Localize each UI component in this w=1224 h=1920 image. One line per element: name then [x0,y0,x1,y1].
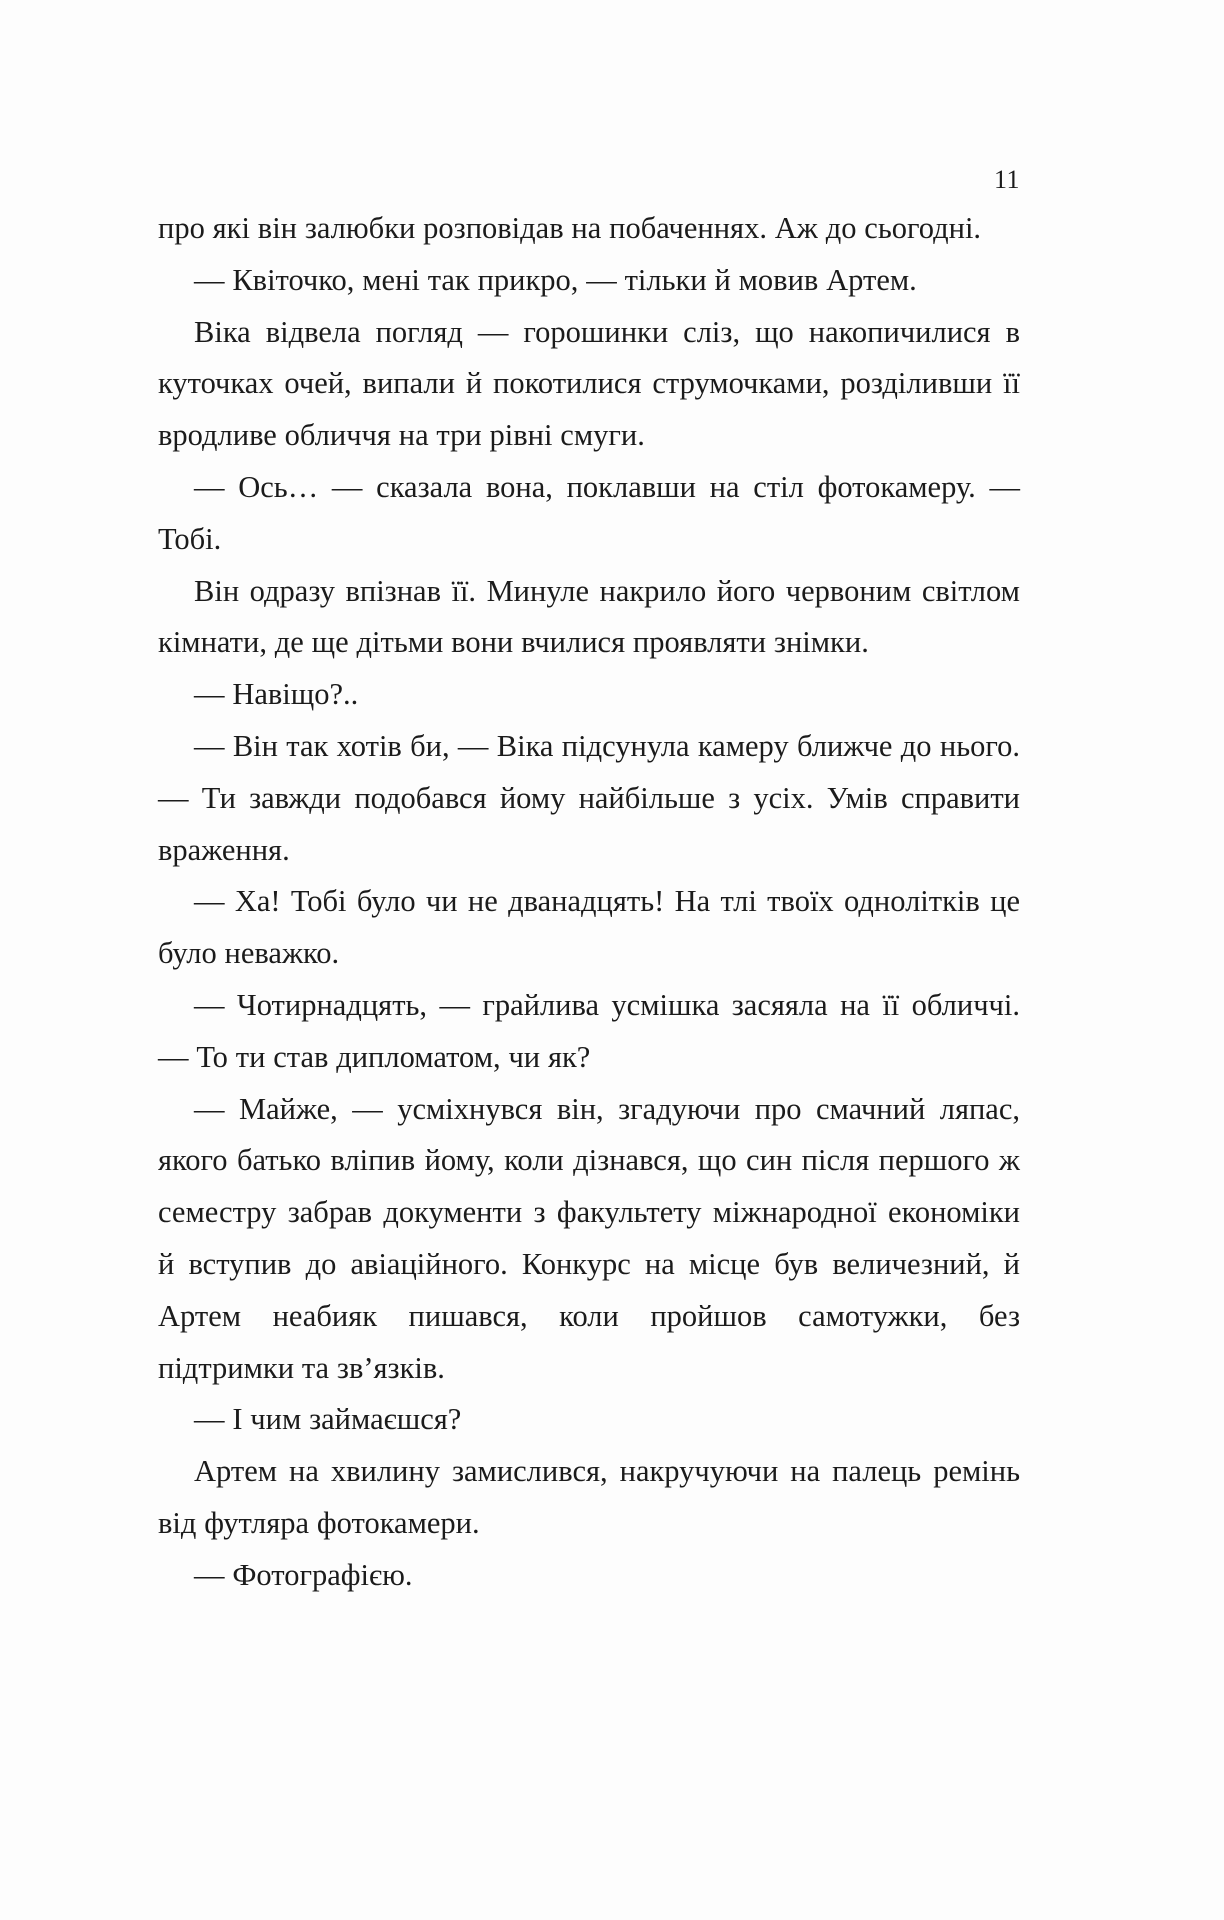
paragraph: — Майже, — усміхнувся він, згадуючи про смачний ляпас, якого батько вліпив йому, коли дізнався, що син після першого ж семестру забрав документи з факультету міжнародної економіки й вступив до авіаційного. Конкурс на місце був величезний, й Артем неабияк пишався, коли пройшов самотужки, без підтримки та зв’язків. [158,1091,1020,1385]
paragraph: — Фотографією. [194,1557,413,1592]
paragraph: — Він так хотів би, — Віка підсунула камеру ближче до нього. — Ти завжди подобався йому найбільше з усіх. Умів справити враження. [158,728,1020,867]
paragraph: Віка відвела погляд — горошинки сліз, що накопичилися в куточках очей, випали й покотилися струмочками, розділивши її вродливе обличчя на три рівні смуги. [158,314,1020,453]
paragraph: Він одразу впізнав її. Минуле накрило його червоним світлом кімнати, де ще дітьми вони вчилися проявляти знімки. [158,573,1020,660]
paragraph: — Ось… — сказала вона, поклавши на стіл фотокамеру. — Тобі. [158,469,1020,556]
paragraph: — Ха! Тобі було чи не дванадцять! На тлі твоїх однолітків це було неважко. [158,884,1020,971]
paragraph: Артем на хвилину замислився, накручуючи на палець ремінь від футляра фотокамери. [158,1454,1020,1540]
page-number: 11 [993,165,1020,194]
paragraph: — Квіточко, мені так прикро, — тільки й мовив Артем. [194,262,917,297]
paragraph: про які він залюбки розповідав на побаченнях. Аж до сьогодні. [158,211,982,245]
paragraph: — Чотирнадцять, — грайлива усмішка засяяла на її обличчі. — То ти став дипломатом, чи як? [158,987,1020,1074]
paragraph: — І чим займаєшся? [194,1402,462,1437]
paragraph: — Навіщо?.. [194,677,359,712]
body-text-block [158,203,1020,1602]
